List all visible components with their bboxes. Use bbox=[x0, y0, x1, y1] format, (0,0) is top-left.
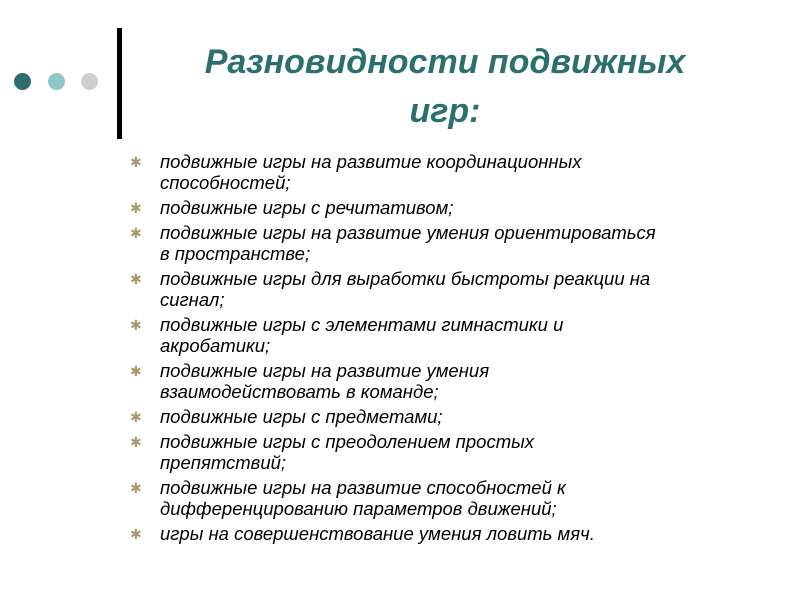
bullet-icon: ✱ bbox=[130, 363, 142, 379]
decor-dot-mid bbox=[48, 73, 65, 90]
bullet-icon: ✱ bbox=[130, 480, 142, 496]
list-item-line-2: сигнал; bbox=[160, 289, 225, 310]
bullet-icon: ✱ bbox=[130, 154, 142, 170]
bullet-icon: ✱ bbox=[130, 317, 142, 333]
slide-title bbox=[135, 38, 755, 136]
bullet-icon: ✱ bbox=[130, 200, 142, 216]
list-item bbox=[125, 151, 775, 193]
bullet-icon: ✱ bbox=[130, 526, 142, 542]
list-item-line-1: подвижные игры на развитие способностей к bbox=[160, 477, 566, 498]
list-item bbox=[125, 222, 775, 264]
bullet-icon: ✱ bbox=[130, 271, 142, 287]
slide-title-line-1: Разновидности подвижных bbox=[204, 43, 686, 81]
title-vertical-bar bbox=[117, 28, 122, 139]
list-item bbox=[125, 431, 775, 473]
list-item-line-2: дифференцированию параметров движений; bbox=[160, 498, 557, 519]
games-bullet-list bbox=[125, 151, 775, 548]
list-item bbox=[125, 314, 775, 356]
slide-title-line-2: игр: bbox=[409, 92, 481, 130]
list-item-line-1: подвижные игры с предметами; bbox=[160, 406, 443, 427]
list-item bbox=[125, 197, 775, 218]
list-item-line-1: подвижные игры на развитие умения bbox=[160, 360, 490, 381]
list-item-line-1: подвижные игры на развитие координационных bbox=[160, 151, 582, 172]
list-item-line-2: препятствий; bbox=[160, 452, 287, 473]
list-item-line-2: способностей; bbox=[160, 172, 291, 193]
list-item bbox=[125, 360, 775, 402]
list-item bbox=[125, 477, 775, 519]
decor-dot-dark bbox=[14, 73, 31, 90]
list-item bbox=[125, 523, 775, 544]
list-item-line-1: подвижные игры с преодолением простых bbox=[160, 431, 534, 452]
bullet-icon: ✱ bbox=[130, 409, 142, 425]
list-item-line-1: подвижные игры с элементами гимнастики и bbox=[160, 314, 564, 335]
list-item-line-2: взаимодействовать в команде; bbox=[160, 381, 439, 402]
list-item bbox=[125, 406, 775, 427]
list-item bbox=[125, 268, 775, 310]
list-item-line-2: акробатики; bbox=[160, 335, 271, 356]
bullet-icon: ✱ bbox=[130, 225, 142, 241]
list-item-line-1: подвижные игры на развитие умения ориентироваться bbox=[160, 222, 656, 243]
list-item-line-1: игры на совершенствование умения ловить мяч. bbox=[160, 523, 595, 544]
decor-dot-light bbox=[81, 73, 98, 90]
bullet-icon: ✱ bbox=[130, 434, 142, 450]
list-item-line-1: подвижные игры с речитативом; bbox=[160, 197, 454, 218]
list-item-line-2: в пространстве; bbox=[160, 243, 311, 264]
list-item-line-1: подвижные игры для выработки быстроты реакции на bbox=[160, 268, 651, 289]
